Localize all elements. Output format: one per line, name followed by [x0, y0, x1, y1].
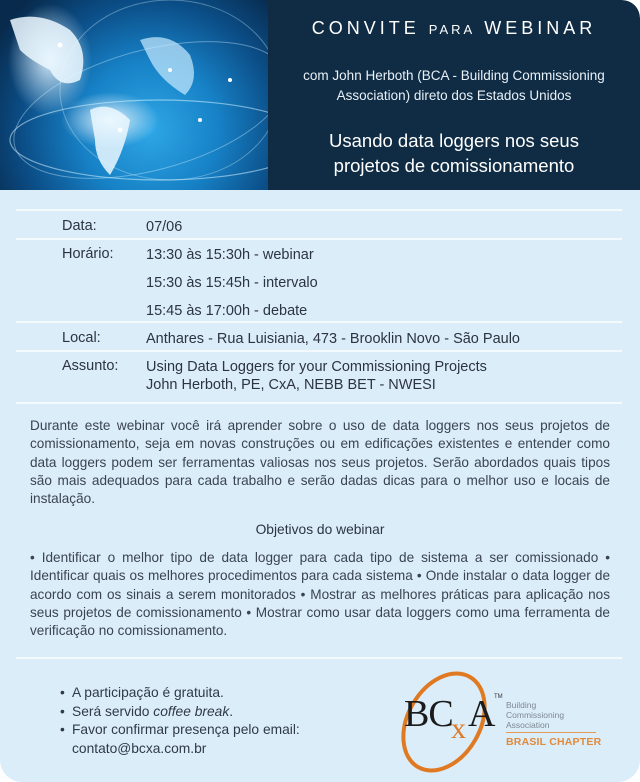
note-text: Será servido	[72, 703, 154, 719]
subject-value	[146, 358, 487, 394]
title-webinar: WEBINAR	[484, 18, 597, 38]
objectives-list: • Identificar o melhor tipo de data logger para cada tipo de sistema a ser comissionado • Identificar quais os melhores procedimentos para cada sistema • Onde instalar o data logger de acordo com os sinais a serem monitorados • Mostrar as melhores práticas para aplicação nos seus projetos de comissionamento • Mostrar como usar data loggers como uma ferramenta de verificação no comissionamento.	[30, 550, 610, 639]
logo-x: x	[451, 712, 466, 745]
note-text: A participação é gratuita.	[72, 685, 224, 700]
time-slot: 15:30 às 15:45h - intervalo	[146, 275, 318, 291]
divider	[16, 402, 622, 404]
logo-bc: BC	[404, 693, 453, 735]
divider	[16, 321, 622, 323]
subject-label: Assunto:	[62, 358, 119, 374]
date-value: 07/06	[146, 219, 183, 235]
logo-divider	[506, 732, 596, 733]
date-label: Data:	[62, 218, 97, 234]
location-value: Anthares - Rua Luisiania, 473 - Brooklin Novo - São Paulo	[146, 331, 520, 347]
divider	[16, 209, 622, 211]
logo-chapter: BRASIL CHAPTER	[506, 736, 602, 748]
time-slot: 13:30 às 15:30h - webinar	[146, 247, 314, 263]
objectives-heading: Objetivos do webinar	[255, 522, 385, 537]
note-item	[60, 684, 300, 703]
subtitle-line-1: com John Herboth (BCA - Building Commissioning	[303, 68, 605, 83]
assoc-line: Commissioning	[506, 710, 565, 720]
subject-line-1: Using Data Loggers for your Commissioning Projects	[146, 359, 487, 375]
time-label: Horário:	[62, 246, 114, 262]
header-banner	[0, 0, 640, 190]
bullet-icon: •	[60, 703, 65, 719]
topic-line-2: projetos de comissionamento	[333, 155, 575, 176]
note-item	[60, 703, 300, 722]
subtitle-line-2: Association) direto dos Estados Unidos	[336, 88, 572, 103]
bullet-icon: •	[60, 685, 65, 700]
globe-network-image	[0, 0, 268, 190]
globe-icon	[0, 0, 268, 190]
bcxa-logo	[382, 670, 612, 774]
note-italic: coffee break	[153, 703, 230, 719]
divider	[16, 657, 622, 659]
logo-a: A	[468, 693, 496, 735]
divider	[16, 238, 622, 240]
title-convite: CONVITE	[311, 18, 420, 38]
time-slot: 15:45 às 17:00h - debate	[146, 303, 308, 319]
bullet-icon: •	[60, 722, 65, 737]
assoc-line: Building	[506, 700, 537, 710]
assoc-line: Association	[506, 720, 550, 730]
subject-line-2: John Herboth, PE, CxA, NEBB BET - NWESI	[146, 377, 436, 393]
notes-list	[60, 684, 300, 758]
logo-association-text	[506, 700, 564, 730]
page-title	[268, 18, 640, 39]
contact-email-link[interactable]: contato@bcxa.com.br	[72, 740, 207, 756]
note-text: Favor confirmar presença pelo email:	[72, 722, 300, 737]
title-para: PARA	[428, 22, 476, 37]
description-paragraph: Durante este webinar você irá aprender sobre o uso de data loggers nos seus projetos de comissionamento, seja em novas construções ou em edificações existentes e entender como data loggers podem ser ferramentas valiosas nos seus projetos. Serão abordados quais tipos são mais adequados para cada trabalho e serão dadas dicas para o melhor uso e locais de instalação.	[30, 418, 610, 507]
location-label: Local:	[62, 330, 101, 346]
webinar-topic	[268, 128, 640, 178]
note-text: .	[229, 703, 234, 719]
speaker-subtitle	[268, 66, 640, 106]
logo-trademark: TM	[494, 694, 503, 700]
note-item	[60, 721, 300, 740]
divider	[16, 350, 622, 352]
topic-line-1: Usando data loggers nos seus	[329, 130, 579, 151]
